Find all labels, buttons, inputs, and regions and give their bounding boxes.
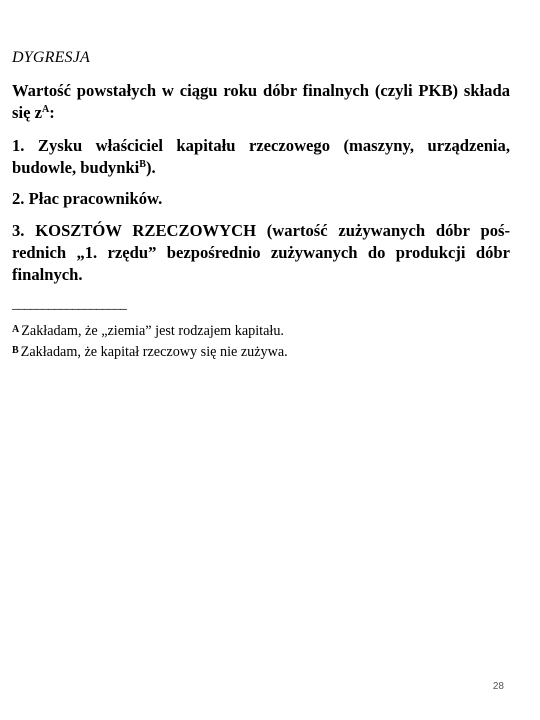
footnote-a xyxy=(12,321,284,340)
list-item-1 xyxy=(12,135,510,179)
list-item-1-text: 1. Zysku właściciel kapitału rzeczowego (maszyny, urządzenia, budowle, budynki xyxy=(12,136,510,177)
footnote-a-mark: A xyxy=(12,324,20,335)
footnote-b xyxy=(12,342,288,361)
intro-paragraph xyxy=(12,80,510,124)
list-item-2 xyxy=(12,188,510,210)
intro-tail: : xyxy=(49,103,55,122)
footnote-b-mark: B xyxy=(12,345,19,356)
footnote-ref-a: A xyxy=(41,104,50,115)
footnote-b-text: Zakładam, że kapitał rzeczowy się nie zużywa. xyxy=(20,344,288,360)
footnote-ref-b: B xyxy=(139,159,146,170)
list-item-3-text: 3. KOSZTÓW RZECZOWYCH (wartość zużywanych dóbr poś-rednich „1. rzędu” bezpośrednio zużywanych do produkcji dóbr finalnych. xyxy=(12,221,510,284)
page-number: 28 xyxy=(492,681,504,692)
list-item-1-tail: ). xyxy=(145,158,156,177)
footnote-separator: ___________________ xyxy=(12,297,126,312)
list-item-3 xyxy=(12,220,510,286)
list-item-2-text: 2. Płac pracowników. xyxy=(12,189,163,208)
section-heading: DYGRESJA xyxy=(12,49,91,66)
intro-text: Wartość powstałych w ciągu roku dóbr finalnych (czyli PKB) składa się z xyxy=(12,81,510,122)
footnote-a-text: Zakładam, że „ziemia” jest rodzajem kapitału. xyxy=(21,323,284,339)
